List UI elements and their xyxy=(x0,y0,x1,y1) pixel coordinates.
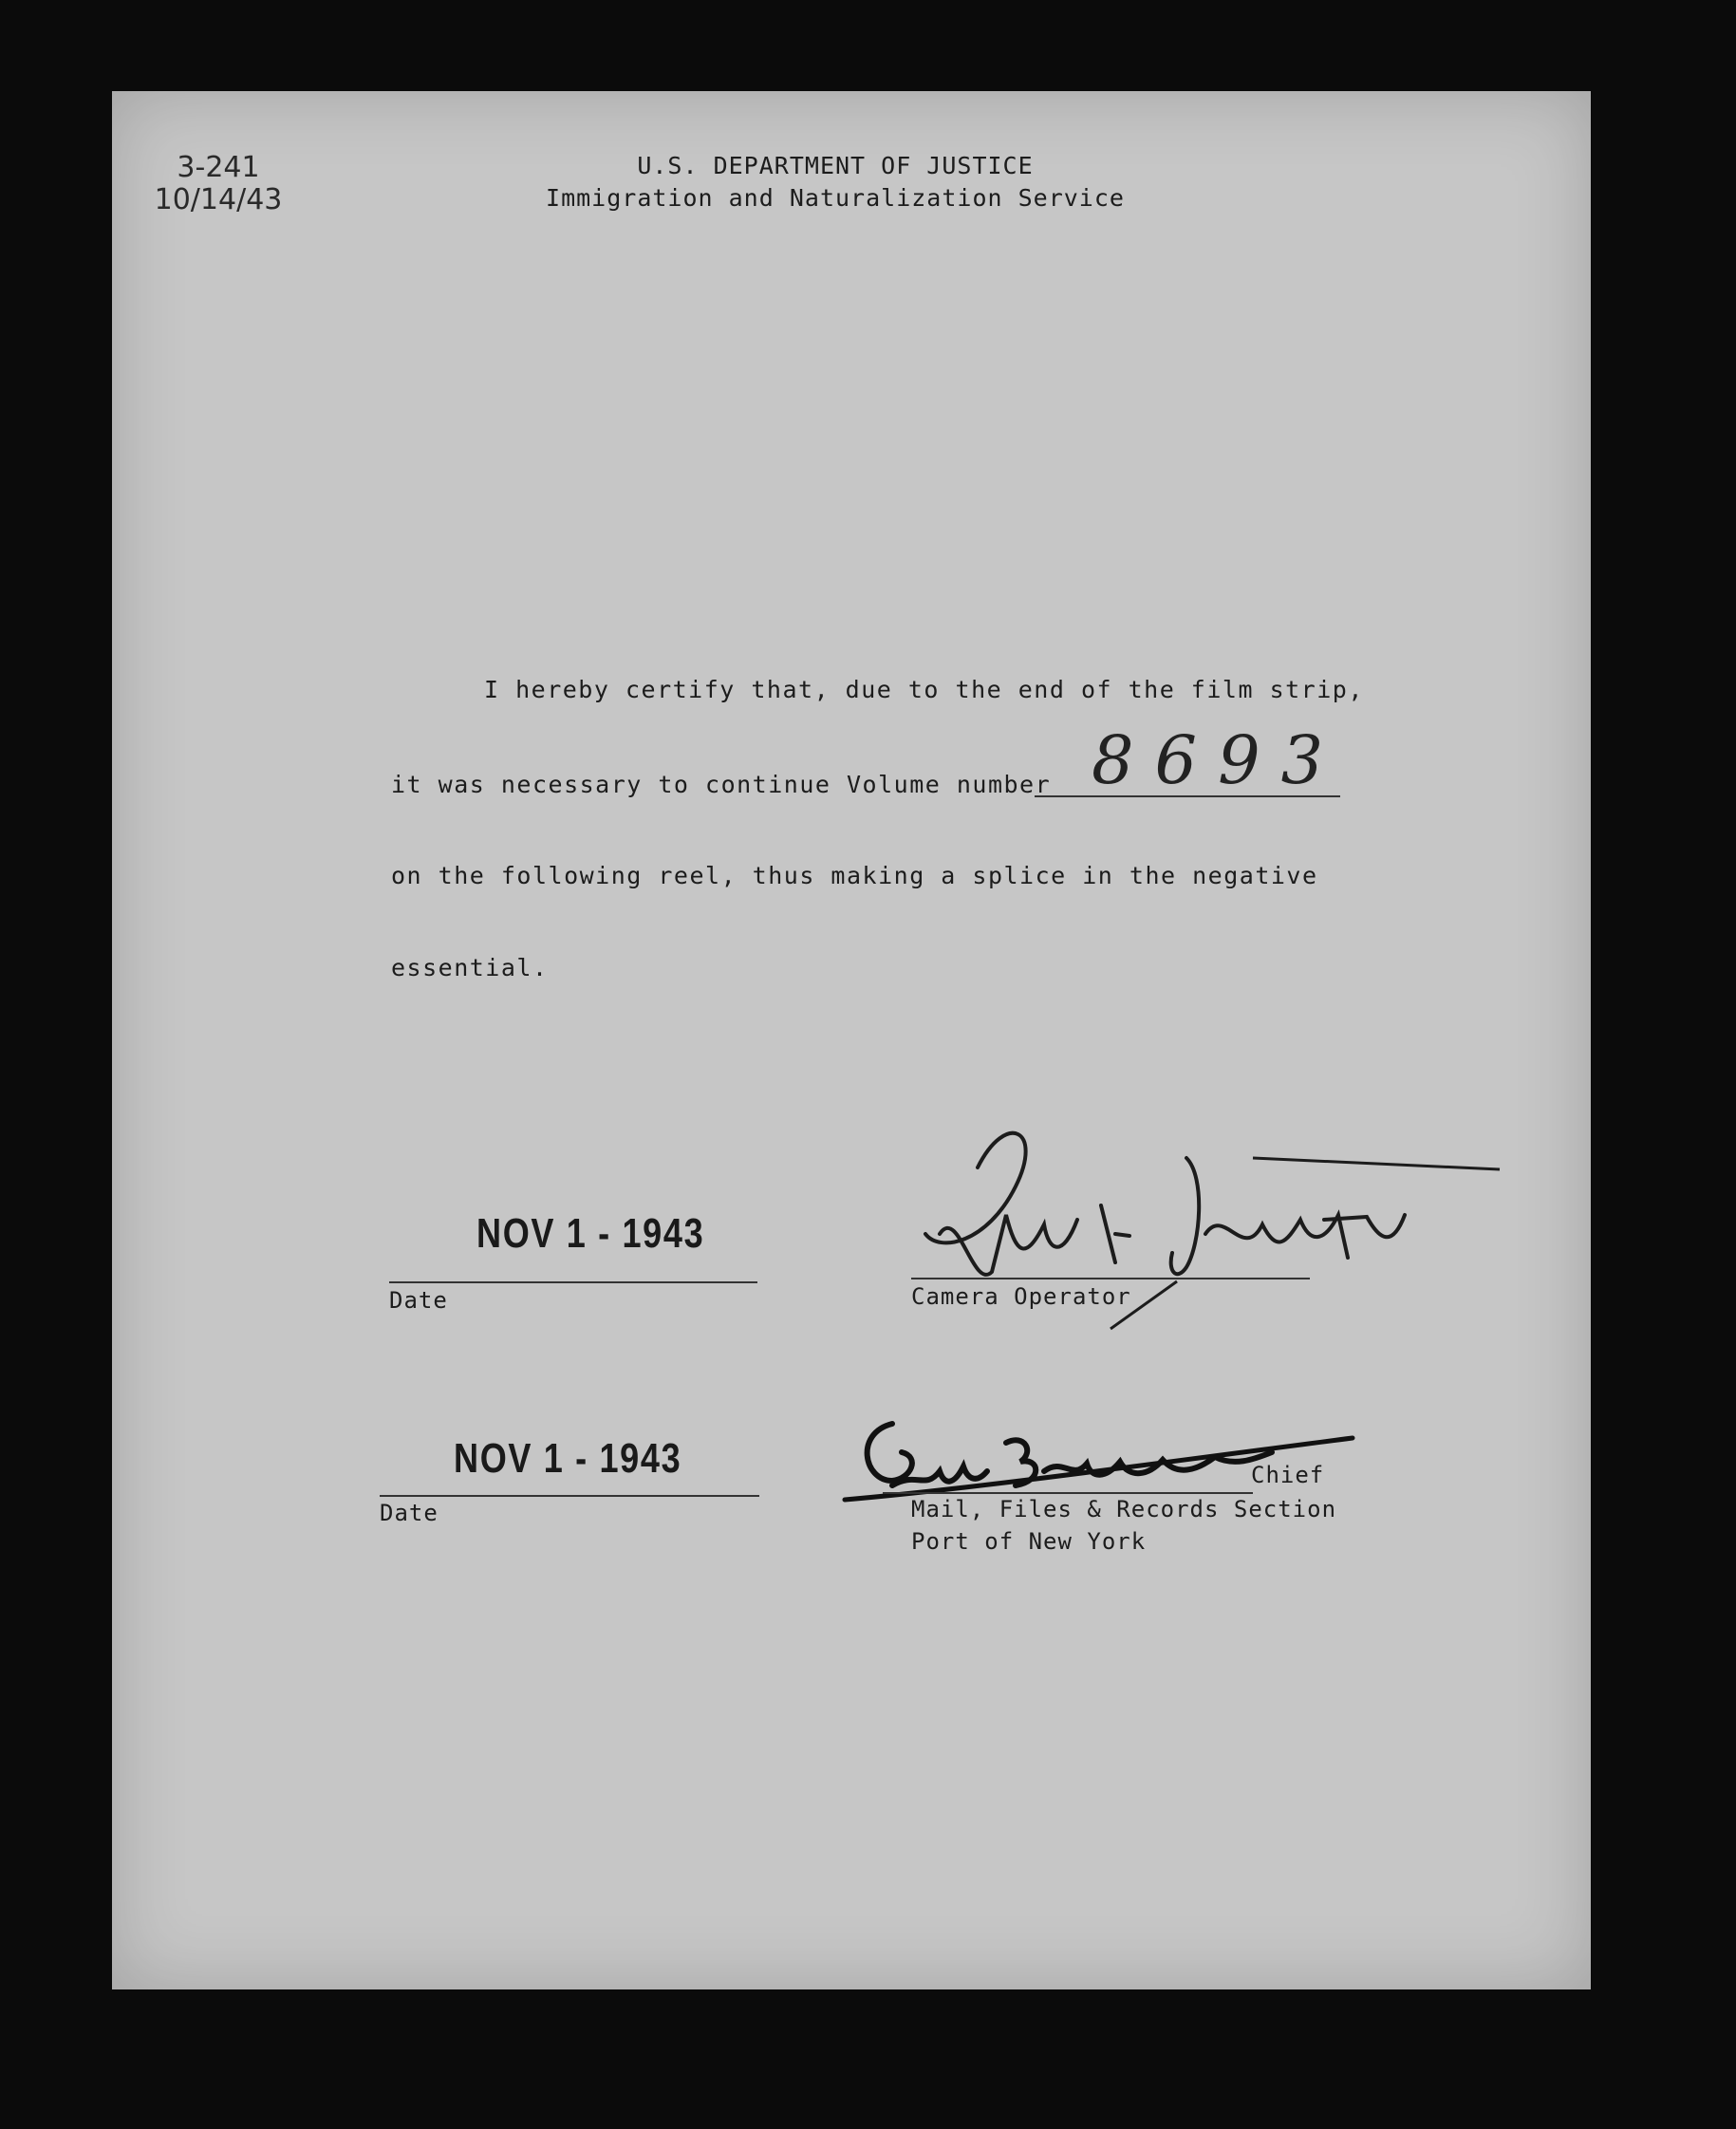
letterhead xyxy=(399,150,1272,215)
chief-section-label: Mail, Files & Records Section xyxy=(911,1496,1337,1522)
department-name: U.S. DEPARTMENT OF JUSTICE xyxy=(637,152,1034,179)
form-number-date: 10/14/43 xyxy=(154,183,283,216)
chief-title-label: Chief xyxy=(1251,1462,1325,1488)
camera-date-label: Date xyxy=(389,1287,448,1314)
camera-operator-line xyxy=(911,1278,1310,1279)
chief-date-label: Date xyxy=(380,1500,439,1526)
form-number-code: 3-241 xyxy=(177,151,260,184)
form-number xyxy=(142,152,294,216)
chief-port-label: Port of New York xyxy=(911,1528,1147,1555)
certification-line-3: on the following reel, thus making a splice in the negative xyxy=(391,862,1318,889)
chief-signature-line xyxy=(883,1492,1253,1494)
service-name: Immigration and Naturalization Service xyxy=(546,184,1125,212)
certification-line-4: essential. xyxy=(391,954,549,981)
camera-date-line xyxy=(389,1281,757,1283)
volume-number-handwritten: 8693 xyxy=(1092,721,1345,799)
certification-line-1: I hereby certify that, due to the end of the film strip, xyxy=(484,676,1364,703)
camera-operator-label: Camera Operator xyxy=(911,1283,1131,1310)
camera-date-stamp: NOV 1 - 1943 xyxy=(476,1210,705,1257)
certification-line-2: it was necessary to continue Volume number xyxy=(391,771,1052,798)
chief-date-stamp: NOV 1 - 1943 xyxy=(454,1435,682,1482)
chief-date-line xyxy=(380,1495,759,1497)
document-page xyxy=(112,91,1591,1989)
